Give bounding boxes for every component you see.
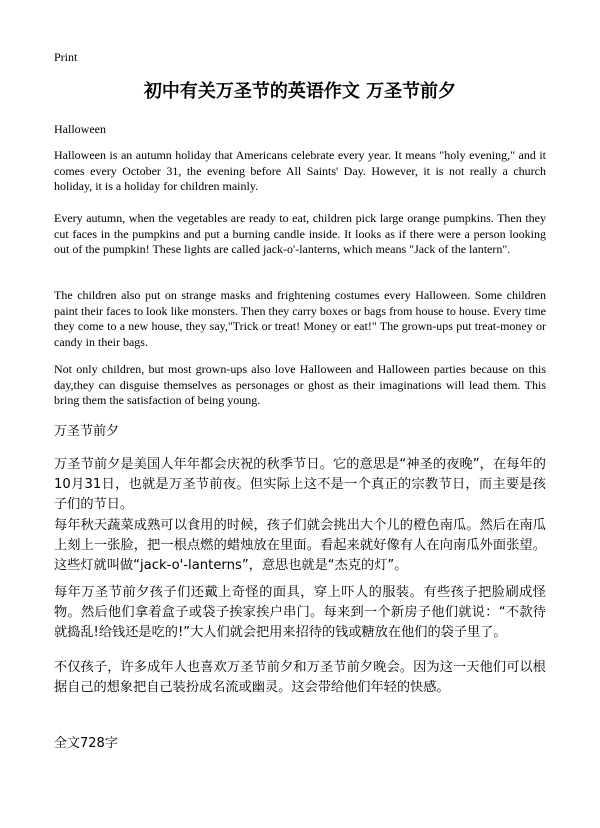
print-label: Print (54, 50, 78, 64)
chinese-paragraph: 每年万圣节前夕孩子们还戴上奇怪的面具，穿上吓人的服装。有些孩子把脸刷成怪物。然后他们拿着盒子或袋子挨家挨户串门。每来到一个新房子他们就说：“不款待就捣乱!给钱还是吃的!”大人们就会把用来招待的钱或糖放在他们的袋子里了。 (54, 585, 546, 640)
chinese-paragraph: 万圣节前夕是美国人年年都会庆祝的秋季节日。它的意思是“神圣的夜晚”，在每年的10月31日，也就是万圣节前夜。但实际上这不是一个真正的宗教节日，而主要是孩子们的节日。 (54, 457, 546, 512)
english-heading: Halloween (54, 122, 106, 136)
document-title: 初中有关万圣节的英语作文 万圣节前夕 (143, 81, 457, 102)
english-paragraph: The children also put on strange masks and frightening costumes every Halloween. Some children paint their faces to look like monsters. Then they carry boxes or bags from house to house. Every time they come to a new house, they say,"Trick or treat! Money or eat!" The grown-ups put treat-money or candy in their bags. (54, 288, 546, 349)
word-count: 全文728字 (54, 736, 118, 751)
english-paragraph: Every autumn, when the vegetables are ready to eat, children pick large orange pumpkins. Then they cut faces in the pumpkins and put a burning candle inside. It looks as if there were a person looking out of the pumpkin! These lights are called jack-o'-lanterns, which means "Jack of the lantern". (54, 211, 546, 257)
english-paragraph: Not only children, but most grown-ups also love Halloween and Halloween parties because on this day,they can disguise themselves as personages or ghost as their imaginations will lead them. This bring them the satisfaction of being young. (54, 362, 546, 408)
chinese-paragraph: 不仅孩子，许多成年人也喜欢万圣节前夕和万圣节前夕晚会。因为这一天他们可以根据自己的想象把自己装扮成名流或幽灵。这会带给他们年轻的快感。 (54, 660, 546, 695)
chinese-paragraph: 每年秋天蔬菜成熟可以食用的时候，孩子们就会挑出大个儿的橙色南瓜。然后在南瓜上刻上一张脸，把一根点燃的蜡烛放在里面。看起来就好像有人在向南瓜外面张望。这些灯就叫做“jack-o'-lanterns”，意思也就是“杰克的灯”。 (54, 518, 546, 573)
english-paragraph: Halloween is an autumn holiday that Americans celebrate every year. It means "holy evening," and it comes every October 31, the evening before All Saints' Day. However, it is not really a church holiday, it is a holiday for children mainly. (54, 148, 546, 194)
chinese-heading: 万圣节前夕 (54, 424, 120, 439)
